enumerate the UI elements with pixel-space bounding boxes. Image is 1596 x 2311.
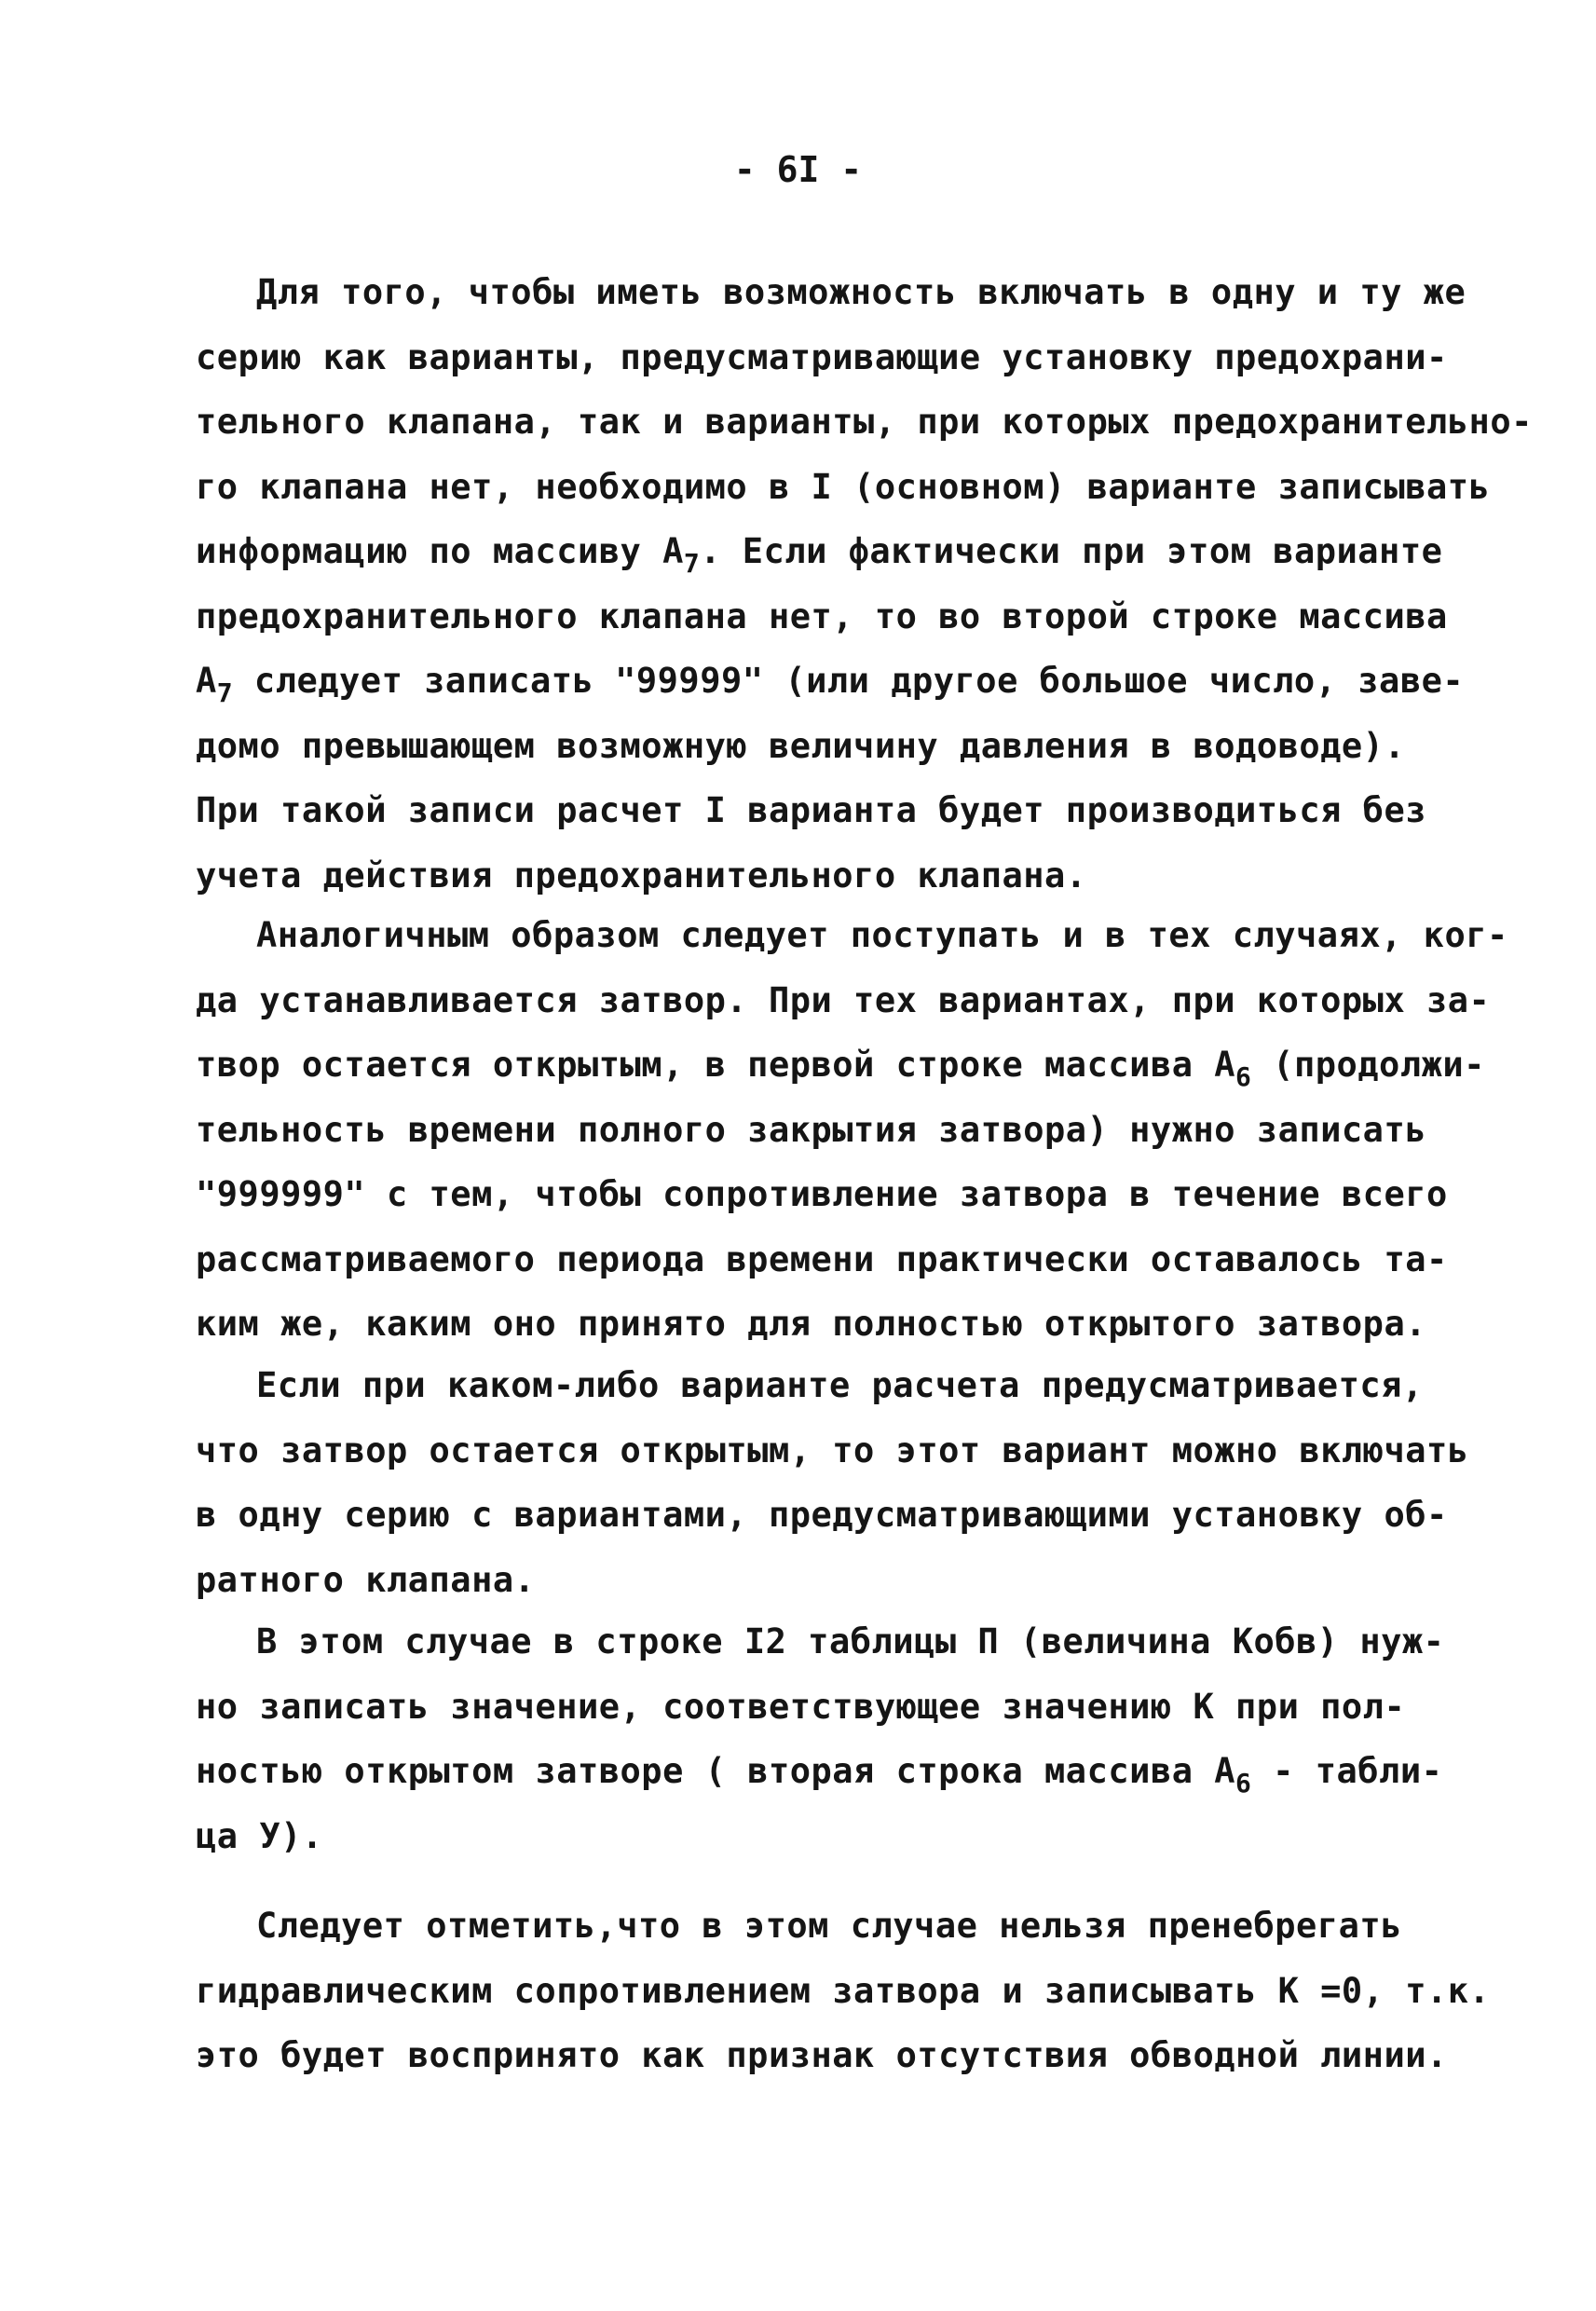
text-segment: "999999" с тем, чтобы сопротивление затвора в течение всего: [196, 1174, 1448, 1214]
text-line: [196, 1816, 323, 1856]
text-segment: серию как варианты, предусматривающие установку предохрани-: [196, 337, 1448, 377]
text-line: [256, 272, 1466, 312]
text-segment: это будет воспринято как признак отсутствия обводной линии.: [196, 2035, 1448, 2075]
text-line: [196, 337, 1448, 377]
text-line: [196, 2035, 1448, 2075]
text-segment: ким же, каким оно принято для полностью открытого затвора.: [196, 1304, 1427, 1344]
subscript: 7: [216, 677, 234, 708]
text-segment: При такой записи расчет I варианта будет производиться без: [196, 790, 1427, 830]
text-line: [256, 1365, 1424, 1405]
text-segment: рассматриваемого периода времени практически оставалось та-: [196, 1239, 1448, 1279]
text-line: [196, 402, 1533, 442]
text-segment: домо превышающем возможную величину давления в водоводе).: [196, 726, 1406, 766]
text-segment: но записать значение, соответствующее значению K при пол-: [196, 1687, 1406, 1727]
text-segment: твор остается открытым, в первой строке массива А: [196, 1045, 1236, 1085]
subscript: 6: [1235, 1768, 1252, 1798]
text-segment: ностью открытом затворе ( вторая строка массива А: [196, 1751, 1236, 1791]
text-segment: Аналогичным образом следует поступать и в тех случаях, ког-: [256, 915, 1508, 955]
text-line: [196, 1304, 1426, 1344]
text-line: [196, 1687, 1405, 1727]
text-line: [196, 531, 1442, 579]
text-segment: - табли-: [1251, 1751, 1443, 1791]
text-line: [196, 1174, 1448, 1214]
text-line: [196, 1495, 1448, 1535]
text-segment: (продолжи-: [1251, 1045, 1485, 1085]
text-segment: тельность времени полного закрытия затвора) нужно записать: [196, 1110, 1427, 1150]
text-segment: А: [196, 661, 217, 701]
text-line: [196, 1110, 1426, 1150]
page-number: - 6I -: [733, 149, 863, 190]
text-segment: что затвор остается открытым, то этот вариант можно включать: [196, 1430, 1469, 1470]
text-line: [196, 855, 1087, 896]
text-segment: учета действия предохранительного клапана.: [196, 855, 1087, 896]
subscript: 7: [683, 548, 701, 579]
text-segment: да устанавливается затвор. При тех вариантах, при которых за-: [196, 980, 1491, 1020]
subscript: 6: [1235, 1061, 1252, 1092]
text-segment: в одну серию с вариантами, предусматривающими установку об-: [196, 1495, 1448, 1535]
text-line: [196, 1751, 1442, 1798]
text-segment: В этом случае в строке I2 таблицы П (величина Kобв) нуж-: [256, 1621, 1445, 1661]
text-segment: информацию по массиву А: [196, 531, 684, 571]
text-line: [256, 1906, 1402, 1946]
text-segment: ца У).: [196, 1816, 323, 1856]
text-line: [196, 790, 1426, 830]
text-segment: го клапана нет, необходимо в I (основном) варианте записывать: [196, 467, 1491, 507]
text-segment: Если при каком-либо варианте расчета предусматривается,: [256, 1365, 1424, 1405]
text-line: [196, 1045, 1485, 1092]
text-line: [196, 1971, 1490, 2011]
text-line: [256, 915, 1508, 955]
text-segment: . Если фактически при этом варианте: [700, 531, 1443, 571]
text-line: [196, 1239, 1448, 1279]
text-segment: тельного клапана, так и варианты, при которых предохранительно-: [196, 402, 1533, 442]
text-line: [256, 1621, 1444, 1661]
text-segment: ратного клапана.: [196, 1560, 536, 1600]
text-segment: Следует отметить,что в этом случае нельзя пренебрегать: [256, 1906, 1402, 1946]
text-line: [196, 980, 1490, 1020]
text-segment: предохранительного клапана нет, то во второй строке массива: [196, 596, 1448, 636]
text-line: [196, 726, 1405, 766]
text-line: [196, 1430, 1469, 1470]
text-segment: гидравлическим сопротивлением затвора и записывать K =0, т.к.: [196, 1971, 1491, 2011]
text-segment: следует записать "99999" (или другое большое число, заве-: [233, 661, 1465, 701]
text-line: [196, 661, 1464, 708]
text-segment: Для того, чтобы иметь возможность включать в одну и ту же: [256, 272, 1466, 312]
text-line: [196, 596, 1448, 636]
text-line: [196, 1560, 535, 1600]
text-line: [196, 467, 1490, 507]
